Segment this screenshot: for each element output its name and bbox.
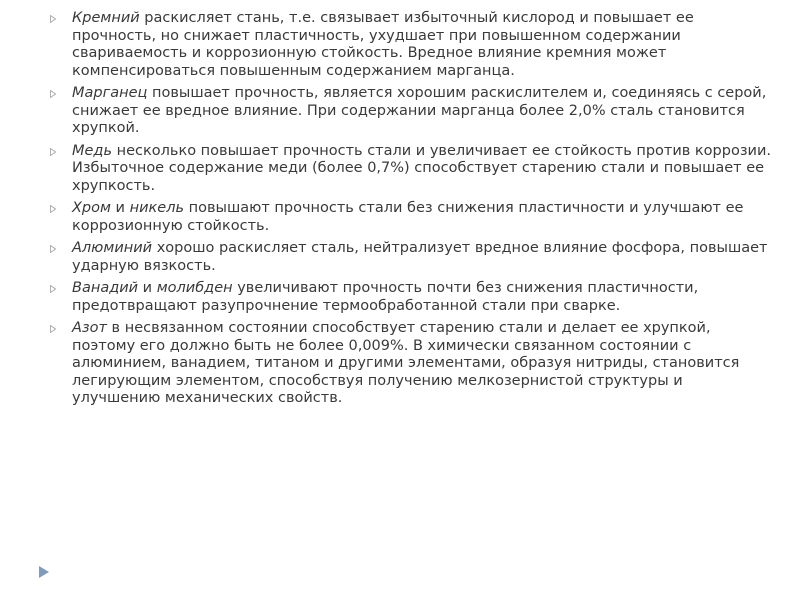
element-term: Алюминий: [72, 240, 153, 256]
triangle-bullet-icon: [50, 148, 56, 156]
item-text: и: [110, 200, 130, 216]
item-text: хорошо раскисляет сталь, нейтрализует вредное влияние фосфора, повышает ударную вязкость.: [72, 240, 768, 274]
triangle-bullet-icon: [50, 325, 56, 333]
list-item: [50, 280, 775, 315]
bullet-list: [50, 10, 775, 413]
list-item: [50, 85, 775, 138]
item-text: несколько повышает прочность стали и увеличивает ее стойкость против коррозии. Избыточное содержание меди (более 0,7%) способствует старению стали и повышает ее хрупкость.: [72, 142, 772, 194]
element-term: Медь: [72, 142, 113, 159]
item-text: раскисляет стань, т.е. связывает избыточный кислород и повышает ее прочность, но снижает пластичность, ухудшает при повышенном содержании свариваемость и коррозионную стойкость. Вредное влияние кремния может компенсироваться повышенным содержанием марганца.: [72, 10, 694, 79]
element-term: Хром: [72, 200, 111, 216]
element-term: никель: [129, 200, 185, 216]
play-arrow-shape: [39, 566, 49, 578]
element-term: Ванадий: [72, 280, 139, 296]
triangle-bullet-icon: [50, 90, 56, 98]
triangle-bullet-icon: [50, 15, 56, 23]
element-term: молибден: [156, 280, 233, 296]
element-term: Марганец: [72, 85, 148, 101]
item-text: в несвязанном состоянии способствует старению стали и делает ее хрупкой, поэтому его должно быть не более 0,009%. В химически связанном состоянии с алюминием, ванадием, титаном и другими элементами, образуя нитриды, становится легирующим элементом, способствуя получению мелкозернистой структуры и улучшению механических свойств.: [72, 320, 740, 406]
triangle-bullet-icon: [50, 205, 56, 213]
list-item: [50, 10, 775, 80]
list-item: [50, 240, 775, 275]
item-text: и: [138, 280, 157, 296]
list-item: [50, 320, 775, 408]
element-term: Азот: [72, 320, 107, 336]
list-item: [50, 200, 775, 235]
element-term: Кремний: [72, 10, 140, 26]
triangle-bullet-icon: [50, 245, 56, 253]
play-arrow-icon[interactable]: [38, 565, 50, 579]
item-text: повышает прочность, является хорошим раскислителем и, соединяясь с серой, снижает ее вредное влияние. При содержании марганца более 2,0% сталь становится хрупкой.: [72, 85, 767, 136]
item-text: повышают прочность стали без снижения пластичности и улучшают ее коррозионную стойкость.: [72, 200, 744, 234]
list-item: [50, 143, 775, 196]
item-text: увеличивают прочность почти без снижения пластичности, предотвращают разупрочнение термообработанной стали при сварке.: [72, 280, 699, 314]
triangle-bullet-icon: [50, 285, 56, 293]
